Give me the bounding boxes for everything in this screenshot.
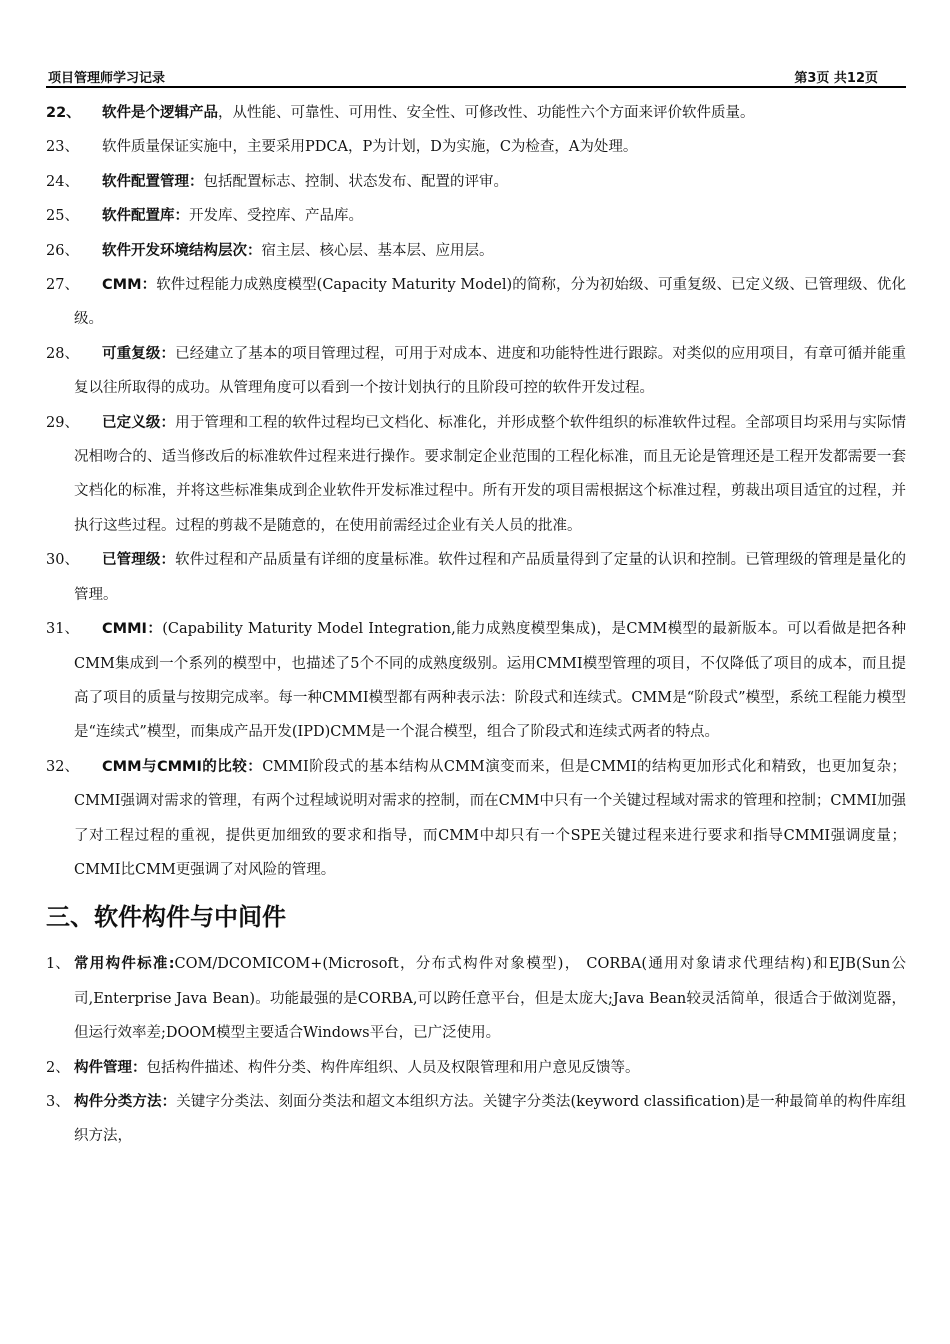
item-term: 软件开发环境结构层次： [102,242,262,259]
item-body [46,543,906,612]
item-text: 用于管理和工程的软件过程均已文档化、标准化，并形成整个软件组织的标准软件过程。全部项目均采用与实际情况相吻合的、适当修改后的标准软件过程来进行操作。要求制定企业范围的工程化标准，而且无论是管理还是工程开发都需要一套文档化的标准，并将这些标准集成到企业软件开发标准过程中。所有开发的项目需根据这个标准过程，剪裁出项目适宜的过程，并执行这些过程。过程的剪裁不是随意的，在使用前需经过企业有关人员的批准。 [74,414,907,534]
item-term: 可重复级： [102,345,176,362]
list-item [46,947,906,1050]
list-item [46,612,906,750]
list-item [46,1051,906,1085]
list-item [46,199,906,233]
list-item [46,406,906,544]
document-title: 项目管理师学习记录 [48,71,166,86]
item-number: 24、 [46,173,79,190]
item-number: 1、 [46,956,70,973]
item-number: 3、 [46,1093,70,1110]
item-text: COM/DCOMICOM+(Microsoft，分布式构件对象模型)， CORBA(通用对象请求代理结构)和EJB(Sun公司,Enterprise Java Bean)。功能最强的是CORBA,可以跨任意平台，但是太庞大;Java Bean较灵活简单，很适合于做浏览器，但运行效率差;DOOM模型主要适合Windows平台，已广泛使用。 [74,956,906,1042]
item-number: 28、 [46,345,79,362]
item-body [46,199,906,233]
item-number: 29、 [46,414,79,431]
item-text: 包括配置标志、控制、状态发布、配置的评审。 [203,173,508,190]
list-item [46,96,906,130]
item-term: 软件配置库： [102,208,189,225]
item-text: 软件过程能力成熟度模型(Capacity Maturity Model)的简称，分为初始级、可重复级、已定义级、已管理级、优化级。 [74,277,907,328]
page-header [46,66,906,88]
item-text: 关键字分类法、刻面分类法和超文本组织方法。关键字分类法(keyword classification)是一种最简单的构件库组织方法， [74,1093,907,1145]
list-item [46,130,906,164]
item-body [46,234,906,268]
item-term: 构件分类方法： [74,1093,177,1110]
item-body [46,268,906,337]
item-body [46,1085,906,1154]
item-text: 软件质量保证实施中，主要采用PDCA，P为计划，D为实施，C为检查，A为处理。 [102,139,638,156]
item-number: 32、 [46,758,79,775]
item-term: 常用构件标准: [74,956,175,973]
item-term: CMM： [102,277,157,294]
item-number: 2、 [46,1059,70,1076]
item-body [46,96,906,130]
item-text: 开发库、受控库、产品库。 [189,208,363,225]
item-body [46,750,906,888]
item-number: 26、 [46,242,79,259]
item-text: 软件过程和产品质量有详细的度量标准。软件过程和产品质量得到了定量的认识和控制。已管理级的管理是量化的管理。 [74,552,907,603]
item-number: 27、 [46,277,79,294]
item-text: (Capability Maturity Model Integration,能力成熟度模型集成)，是CMM模型的最新版本。可以看做是把各种CMM集成到一个系列的模型中，也描述了5个不同的成熟度级别。运用CMMI模型管理的项目，不仅降低了项目的成本，而且提高了项目的质量与按期完成率。每一种CMMI模型都有两种表示法：阶段式和连续式。CMM是“阶段式”模型，系统工程能力模型是“连续式”模型，而集成产品开发(IPD)CMM是一个混合模型，组合了阶段式和连续式两者的特点。 [74,621,906,741]
item-body [46,947,906,1050]
item-term: CMM与CMMI的比较： [102,758,263,775]
section-heading: 三、软件构件与中间件 [46,903,286,932]
item-body [46,165,906,199]
item-number: 22、 [46,105,81,121]
numbered-list-1 [46,96,906,887]
list-item [46,337,906,406]
item-text: ，从性能、可靠性、可用性、安全性、可修改性、功能性六个方面来评价软件质量。 [218,105,755,121]
numbered-list-2 [46,947,906,1153]
page-number: 第3页 共12页 [794,71,878,86]
item-text: CMMI阶段式的基本结构从CMM演变而来，但是CMMI的结构更加形式化和精致，也更加复杂；CMMI强调对需求的管理，有两个过程域说明对需求的控制，而在CMM中只有一个关键过程域对需求的管理和控制；CMMI加强了对工程过程的重视，提供更加细致的要求和指导，而CMM中却只有一个SPE关键过程来进行要求和指导CMMI强调度量；CMMI比CMM更强调了对风险的管理。 [74,758,906,878]
item-term: 软件是个逻辑产品 [102,105,218,121]
item-term: 已定义级： [102,414,176,431]
list-item [46,165,906,199]
list-item [46,1085,906,1154]
item-body [46,406,906,544]
item-body [46,130,906,164]
list-item [46,543,906,612]
item-number: 30、 [46,552,79,569]
document-content [46,96,906,1154]
list-item [46,234,906,268]
item-text: 宿主层、核心层、基本层、应用层。 [261,242,494,259]
item-text: 包括构件描述、构件分类、构件库组织、人员及权限管理和用户意见反馈等。 [146,1059,640,1076]
list-item [46,750,906,888]
item-term: CMMI： [102,621,163,638]
item-number: 25、 [46,208,79,225]
item-term: 软件配置管理： [102,173,204,190]
item-number: 23、 [46,139,79,156]
item-body [46,612,906,750]
list-item [46,268,906,337]
item-body [46,337,906,406]
item-number: 31、 [46,621,79,638]
item-text: 已经建立了基本的项目管理过程，可用于对成本、进度和功能特性进行跟踪。对类似的应用项目，有章可循并能重复以往所取得的成功。从管理角度可以看到一个按计划执行的且阶段可控的软件开发过程。 [74,345,907,397]
item-term: 构件管理： [74,1059,147,1076]
item-body [46,1051,906,1085]
item-term: 已管理级： [102,552,176,569]
